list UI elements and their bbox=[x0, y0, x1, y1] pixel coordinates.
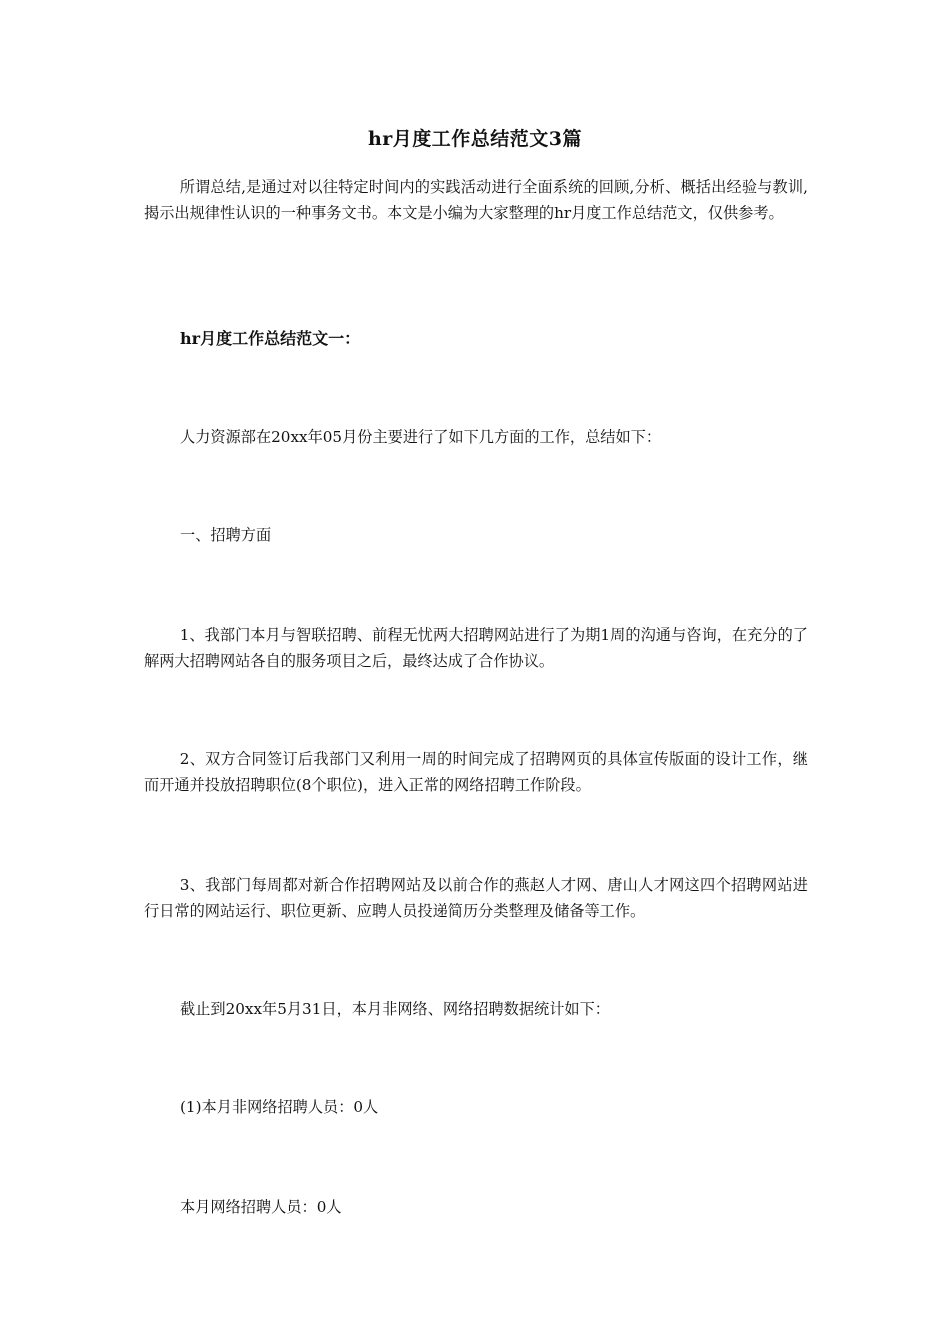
item-3-paragraph: 3、我部门每周都对新合作招聘网站及以前合作的燕赵人才网、唐山人才网这四个招聘网站进行日常的网站运行、职位更新、应聘人员投递简历分类整理及储备等工作。 bbox=[144, 876, 808, 920]
stat-offline-line: (1)本月非网络招聘人员：0人 bbox=[180, 1098, 379, 1116]
stat-online-line: 本月网络招聘人员：0人 bbox=[180, 1198, 342, 1216]
section-heading: hr月度工作总结范文一： bbox=[180, 329, 361, 348]
overview-paragraph: 人力资源部在20xx年05月份主要进行了如下几方面的工作，总结如下： bbox=[180, 428, 662, 446]
stats-intro-paragraph: 截止到20xx年5月31日，本月非网络、网络招聘数据统计如下： bbox=[180, 1000, 610, 1018]
recruitment-subheading: 一、招聘方面 bbox=[180, 526, 272, 544]
document-title: hr月度工作总结范文3篇 bbox=[367, 128, 583, 150]
item-1-paragraph: 1、我部门本月与智联招聘、前程无忧两大招聘网站进行了为期1周的沟通与咨询，在充分的了解两大招聘网站各自的服务项目之后，最终达成了合作协议。 bbox=[144, 626, 808, 670]
item-2-paragraph: 2、双方合同签订后我部门又利用一周的时间完成了招聘网页的具体宣传版面的设计工作，继而开通并投放招聘职位(8个职位)，进入正常的网络招聘工作阶段。 bbox=[144, 750, 808, 794]
intro-paragraph: 所谓总结,是通过对以往特定时间内的实践活动进行全面系统的回顾,分析、概括出经验与教训,揭示出规律性认识的一种事务文书。本文是小编为大家整理的hr月度工作总结范文，仅供参考。 bbox=[144, 178, 808, 222]
